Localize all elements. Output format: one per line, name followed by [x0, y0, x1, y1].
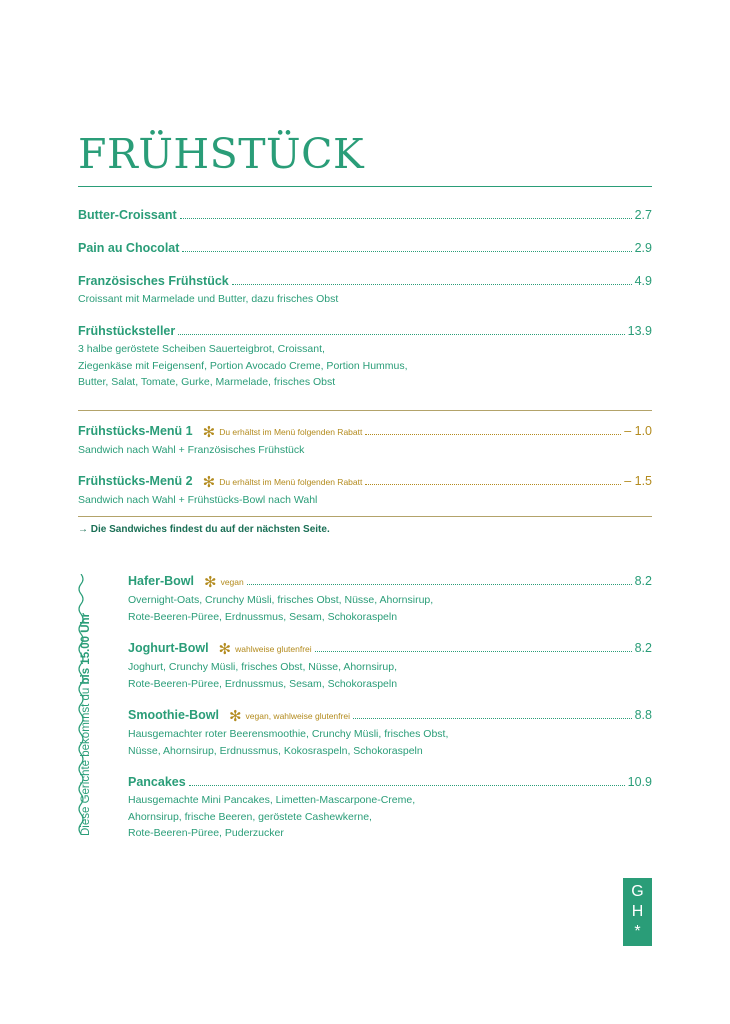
asterisk-icon: ✻ [228, 708, 242, 725]
asterisk-icon: ✻ [202, 424, 216, 441]
item-name: Frühstücksteller [78, 324, 176, 338]
item-name: Französisches Frühstück [78, 274, 229, 288]
menu-divider-top [78, 410, 652, 411]
leader-dots [178, 334, 624, 335]
item-name: Butter-Croissant [78, 208, 177, 222]
combo-menu [78, 423, 652, 459]
diet-tag: ✻ vegan [203, 574, 244, 591]
item-description: Joghurt, Crunchy Müsli, frisches Obst, Nüsse, Ahornsirup, Rote-Beeren-Püree, Erdnussmus, Sesam, Schokoraspeln [128, 661, 398, 690]
leader-dots [182, 251, 631, 252]
item-name: Pancakes [128, 775, 186, 789]
item-price: 2.7 [634, 208, 652, 222]
leader-dots [189, 785, 625, 786]
sandwich-note: → Die Sandwiches findest du auf der nächsten Seite. [78, 524, 330, 535]
brand-logo: G H * [623, 878, 652, 946]
diet-tag: ✻ wahlweise glutenfrei [218, 641, 312, 658]
menu-item [78, 207, 652, 223]
menu-item [78, 240, 652, 256]
bowl-item [128, 774, 652, 842]
menu-name: Frühstücks-Menü 2 [78, 474, 193, 488]
menu-discount: – 1.5 [624, 474, 652, 488]
bowl-item [128, 707, 652, 759]
leader-dots [232, 284, 632, 285]
item-price: 8.2 [634, 574, 652, 588]
time-note: Diese Gerichte bekommst du bis 15.00 Uhr [80, 612, 92, 836]
bowl-item [128, 640, 652, 692]
item-name: Hafer-Bowl [128, 574, 194, 588]
asterisk-icon: ✻ [202, 474, 216, 491]
menu-divider-bottom [78, 516, 652, 517]
item-price: 2.9 [634, 241, 652, 255]
item-price: 8.2 [634, 641, 652, 655]
menu-name: Frühstücks-Menü 1 [78, 424, 193, 438]
item-name: Joghurt-Bowl [128, 641, 209, 655]
item-price: 13.9 [627, 324, 652, 338]
leader-dots [247, 584, 632, 585]
leader-dots [180, 218, 632, 219]
item-name: Pain au Chocolat [78, 241, 180, 255]
menu-description: Sandwich nach Wahl + Französisches Frühstück [78, 444, 305, 456]
discount-tag: ✻ Du erhältst im Menü folgenden Rabatt [202, 474, 363, 491]
menu-discount: – 1.0 [624, 424, 652, 438]
item-description: Overnight-Oats, Crunchy Müsli, frisches Obst, Nüsse, Ahornsirup, Rote-Beeren-Püree, Erdnussmus, Sesam, Schokoraspeln [128, 594, 434, 623]
item-price: 8.8 [634, 708, 652, 722]
item-price: 10.9 [627, 775, 652, 789]
item-name: Smoothie-Bowl [128, 708, 219, 722]
title-divider [78, 186, 652, 187]
menu-description: Sandwich nach Wahl + Frühstücks-Bowl nach Wahl [78, 494, 318, 506]
leader-dots [353, 718, 632, 719]
combo-menu [78, 473, 652, 509]
bowl-item [128, 573, 652, 625]
leader-dots [365, 484, 621, 485]
item-description: Hausgemachte Mini Pancakes, Limetten-Mascarpone-Creme, Ahornsirup, frische Beeren, geröstete Cashewkerne, Rote-Beeren-Püree, Puderzucker [128, 794, 416, 839]
item-description: Croissant mit Marmelade und Butter, dazu frisches Obst [78, 293, 339, 305]
asterisk-icon: ✻ [218, 641, 232, 658]
item-description: 3 halbe geröstete Scheiben Sauerteigbrot, Croissant, Ziegenkäse mit Feigensenf, Portion Avocado Creme, Portion Hummus, Butter, Salat, Tomate, Gurke, Marmelade, frisches Obst [78, 343, 408, 388]
discount-tag: ✻ Du erhältst im Menü folgenden Rabatt [202, 424, 363, 441]
item-description: Hausgemachter roter Beerensmoothie, Crunchy Müsli, frisches Obst, Nüsse, Ahornsirup, Erdnussmus, Kokosraspeln, Schokoraspeln [128, 728, 449, 757]
menu-item [78, 273, 652, 308]
page-title: FRÜHSTÜCK [78, 130, 365, 178]
diet-tag: ✻ vegan, wahlweise glutenfrei [228, 708, 350, 725]
asterisk-icon: ✻ [203, 574, 217, 591]
leader-dots [315, 651, 632, 652]
menu-item [78, 323, 652, 391]
leader-dots [365, 434, 621, 435]
item-price: 4.9 [634, 274, 652, 288]
